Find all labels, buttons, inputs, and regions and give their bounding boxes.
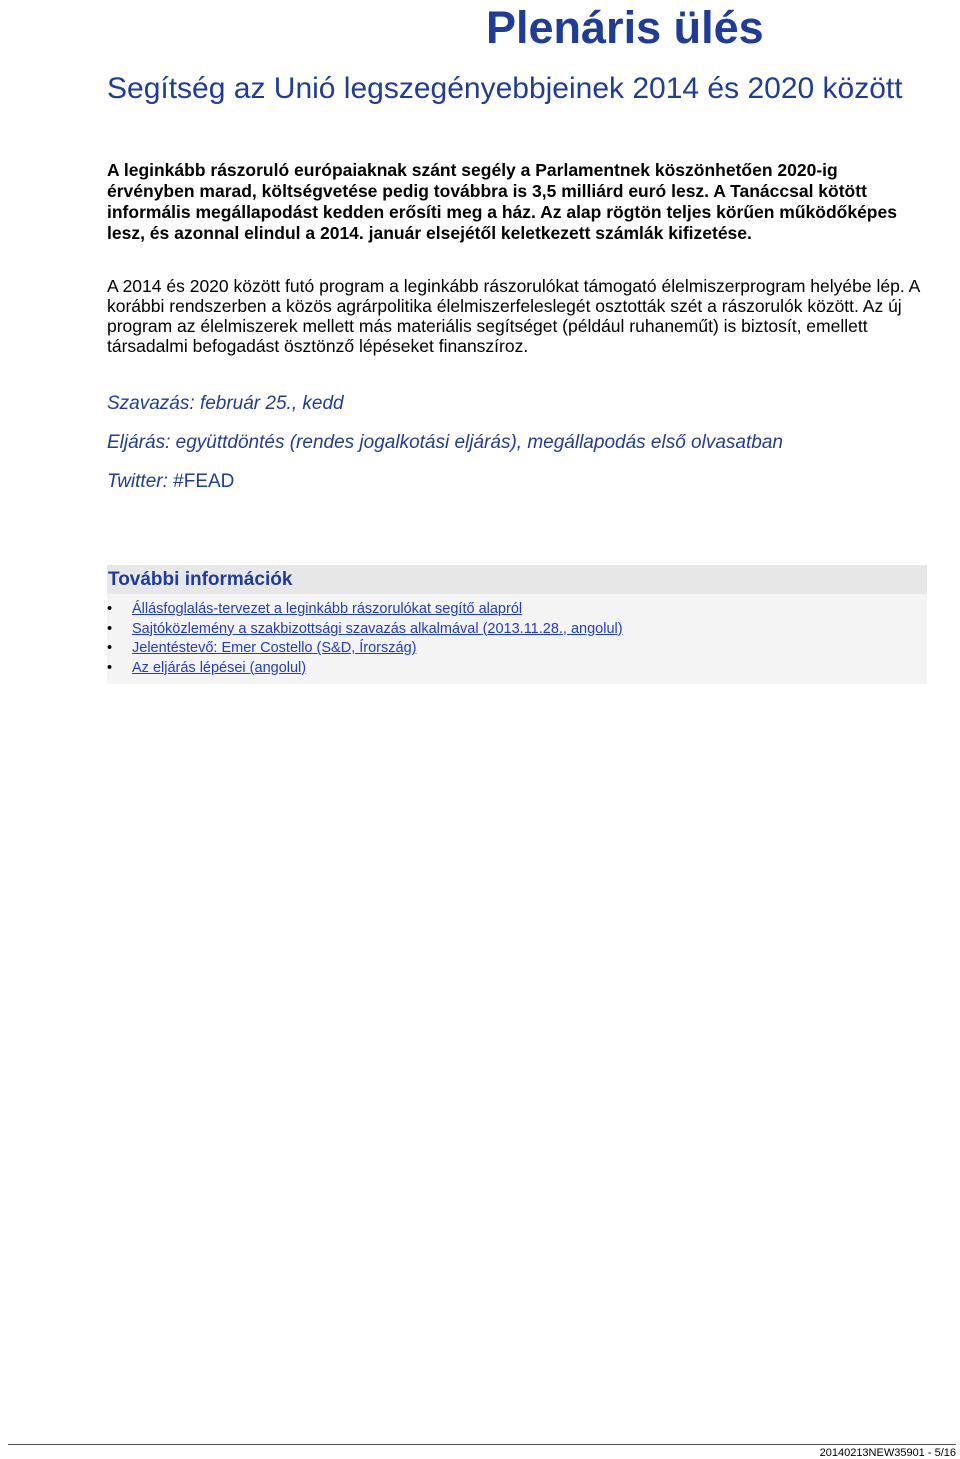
- article-body: A 2014 és 2020 között futó program a leginkább rászorulókat támogató élelmiszerprogram helyébe lép. A korábbi rendszerben a közös agrárpolitika élelmiszerfeleslegét osztották szét a rászorulók között. Az új program az élelmiszerek mellett más materiális segítséget (például ruhaneműt) is biztosít, emellett társadalmi befogadást ösztönző lépéseket finanszíroz.: [107, 276, 920, 356]
- more-info-list: [107, 594, 927, 678]
- link-draft-resolution[interactable]: Állásfoglalás-tervezet a leginkább rászorulókat segítő alapról: [132, 601, 523, 617]
- list-item: [107, 620, 927, 640]
- list-item: [107, 659, 927, 679]
- procedure-value: együttdöntés (rendes jogalkotási eljárás), megállapodás első olvasatban: [175, 432, 783, 453]
- link-press-release[interactable]: Sajtóközlemény a szakbizottsági szavazás alkalmával (2013.11.28., angolul): [132, 620, 623, 637]
- vote-line: [107, 392, 344, 416]
- bullet-icon: •: [107, 620, 113, 637]
- twitter-line: [107, 470, 234, 494]
- link-rapporteur[interactable]: Jelentéstevő: Emer Costello (S&D, Írország): [132, 640, 417, 656]
- vote-label: Szavazás:: [107, 393, 195, 414]
- procedure-line: [107, 431, 783, 455]
- twitter-label: Twitter:: [107, 471, 168, 492]
- list-item: [107, 600, 927, 620]
- bullet-icon: •: [107, 601, 113, 617]
- article-lead: A leginkább rászoruló európaiaknak szánt segély a Parlamentnek köszönhetően 2020-ig érvényben marad, költségvetése pedig továbbra is 3,5 milliárd euró lesz. A Tanáccsal kötött informális megállapodást kedden erősíti meg a ház. Az alap rögtön teljes körűen működőképes lesz, és azonnal elindul a 2014. január elsejétől keletkezett számlák kifizetése.: [107, 160, 897, 243]
- footer-page-code: 20140213NEW35901 - 5/16: [819, 1447, 956, 1459]
- more-info-box: [107, 565, 927, 684]
- vote-value: február 25., kedd: [199, 393, 344, 414]
- procedure-label: Eljárás:: [107, 432, 171, 453]
- twitter-hashtag[interactable]: #FEAD: [173, 471, 235, 492]
- more-info-heading: További információk: [107, 565, 927, 594]
- link-procedure-steps[interactable]: Az eljárás lépései (angolul): [132, 659, 307, 676]
- page-header-title: Plenáris ülés: [486, 2, 764, 53]
- list-item: [107, 639, 927, 659]
- article-title: Segítség az Unió legszegényebbjeinek 2014 és 2020 között: [107, 72, 903, 105]
- bullet-icon: •: [107, 640, 113, 656]
- footer-divider: [8, 1444, 956, 1445]
- bullet-icon: •: [107, 659, 113, 676]
